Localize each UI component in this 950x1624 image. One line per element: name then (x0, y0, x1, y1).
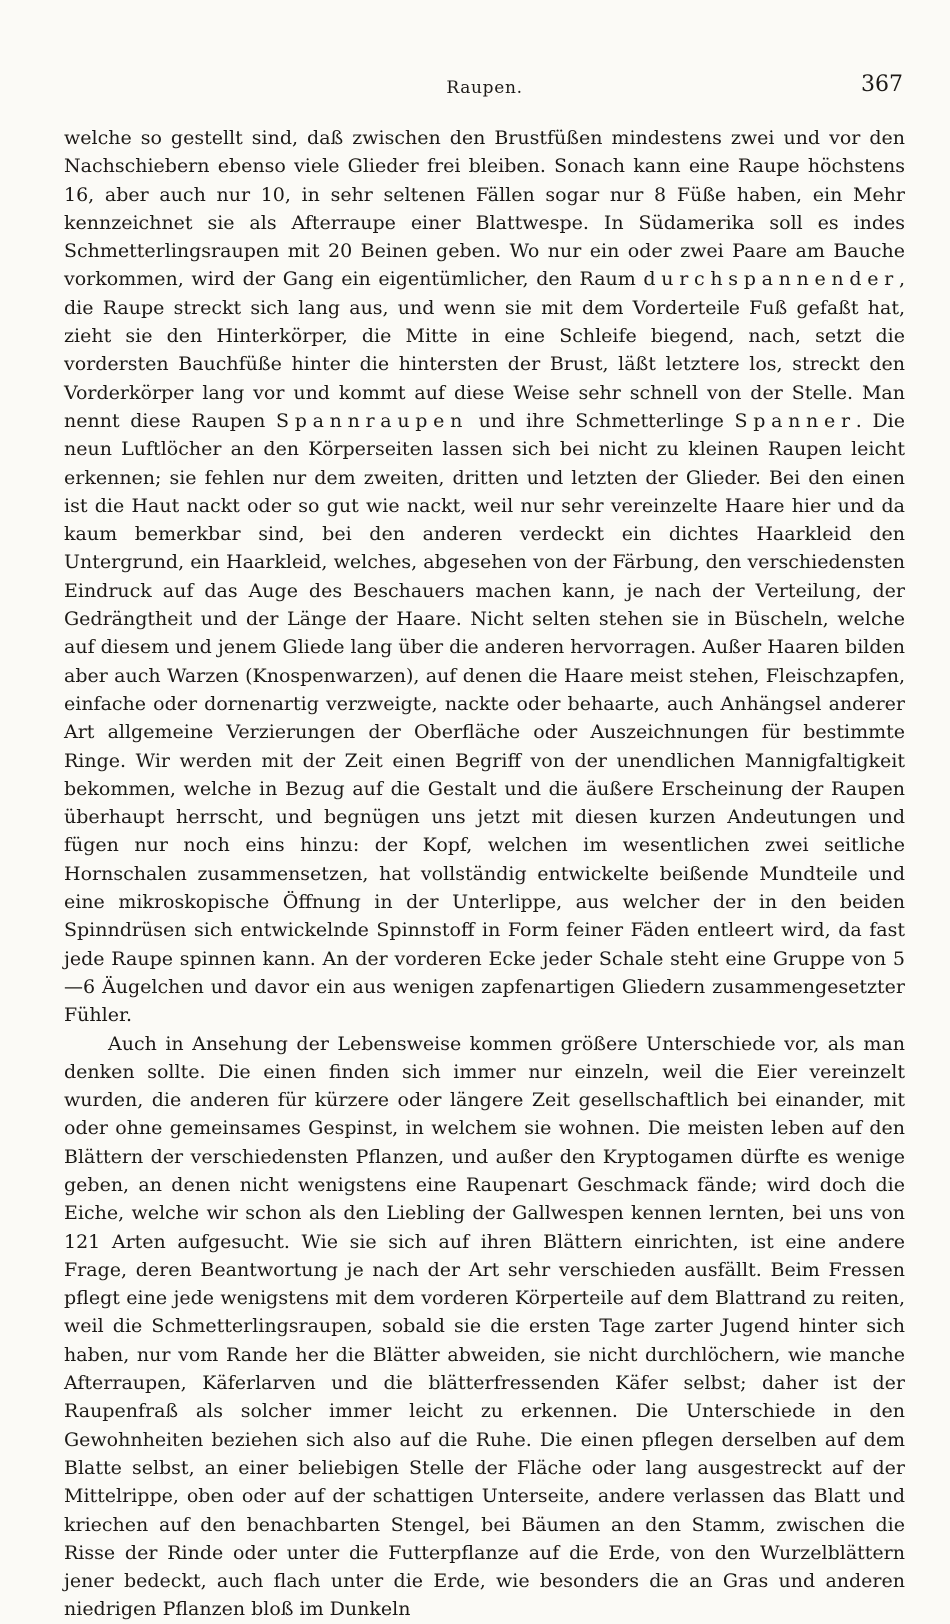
text-block (64, 124, 905, 1624)
emphasized-term: Spannraupen (276, 409, 469, 432)
running-title: Raupen. (446, 78, 523, 98)
emphasized-term: Spanner (734, 409, 856, 432)
text-run: Auch in Ansehung der Lebensweise kommen größere Unterschiede vor, als man denken sollte. Die einen finden sich immer nur einzeln, weil die Eier vereinzelt wurden, die anderen für kürzere oder längere Zeit gesellschaftlich bei einander, mit oder ohne gemeinsames Gespinst, in welchem sie wohnen. Die meisten leben auf den Blättern der verschiedensten Pflanzen, und außer den Kryptogamen dürfte es wenige geben, an denen nicht wenigstens eine Raupenart Geschmack fände; wird doch die Eiche, welche wir schon als den Liebling der Gallwespen kennen lernten, bei uns von 121 Arten aufgesucht. Wie sie sich auf ihren Blättern einrichten, ist eine andere Frage, deren Beantwortung je nach der Art sehr verschieden ausfällt. Beim Fressen pflegt eine jede wenigstens mit dem vorderen Körperteile auf dem Blattrand zu reiten, weil die Schmetterlingsraupen, sobald sie die ersten Tage zarter Jugend hinter sich haben, nur vom Rande her die Blätter abweiden, sie nicht durchlöchern, wie manche Afterraupen, Käferlarven und die blätterfressenden Käfer selbst; daher ist der Raupenfraß als solcher immer leicht zu erkennen. Die Unterschiede in den Gewohnheiten beziehen sich also auf die Ruhe. Die einen pflegen derselben auf dem Blatte selbst, an einer beliebigen Stelle der Fläche oder lang ausgestreckt auf der Mittelrippe, oben oder auf der schattigen Unterseite, andere verlassen das Blatt und kriechen auf den benachbarten Stengel, bei Bäumen an den Stamm, zwischen die Risse der Rinde oder unter die Futterpflanze auf die Erde, von den Wurzelblättern jener bedeckt, auch flach unter die Erde, wie besonders die an Gras und anderen niedrigen Pflanzen bloß im Dunkeln (64, 1032, 905, 1621)
text-run: und ihre Schmetterlinge (468, 409, 735, 432)
paragraph (64, 124, 905, 1030)
page-number: 367 (861, 72, 903, 97)
text-run: . Die neun Luftlöcher an den Körperseiten lassen sich bei nicht zu kleinen Raupen leicht erkennen; sie fehlen nur dem zweiten, dritten und letzten der Glieder. Bei den einen ist die Haut nackt oder so gut wie nackt, weil nur sehr vereinzelte Haare hier und da kaum bemerkbar sind, bei den anderen verdeckt ein dichtes Haarkleid den Untergrund, ein Haarkleid, welches, abgesehen von der Färbung, den verschiedensten Eindruck auf das Auge des Beschauers machen kann, je nach der Verteilung, der Gedrängtheit und der Länge der Haare. Nicht selten stehen sie in Büscheln, welche auf diesem und jenem Gliede lang über die anderen hervorragen. Außer Haaren bilden aber auch Warzen (Knospenwarzen), auf denen die Haare meist stehen, Fleischzapfen, einfache oder dornenartig verzweigte, nackte oder behaarte, auch Anhängsel anderer Art allgemeine Verzierungen der Oberfläche oder Auszeichnungen für bestimmte Ringe. Wir werden mit der Zeit einen Begriff von der unendlichen Mannigfaltigkeit bekommen, welche in Bezug auf die Gestalt und die äußere Erscheinung der Raupen überhaupt herrscht, und begnügen uns jetzt mit diesen kurzen Andeutungen und fügen nur noch eins hinzu: der Kopf, welchen im wesentlichen zwei seitliche Hornschalen zusammensetzen, hat vollständig entwickelte beißende Mundteile und eine mikroskopische Öffnung in der Unterlippe, aus welcher der in den beiden Spinndrüsen sich entwickelnde Spinnstoff in Form feiner Fäden entleert wird, da fast jede Raupe spinnen kann. An der vorderen Ecke jeder Schale steht eine Gruppe von 5—6 Äugelchen und davor ein aus wenigen zapfenartigen Gliedern zusammengesetzter Fühler. (64, 409, 906, 1027)
page-header (64, 72, 905, 106)
text-run: welche so gestellt sind, daß zwischen den Brustfüßen mindestens zwei und vor den Nachschiebern ebenso viele Glieder frei bleiben. Sonach kann eine Raupe höchstens 16, aber auch nur 10, in sehr seltenen Fällen sogar nur 8 Füße haben, ein Mehr kennzeichnet sie als Afterraupe einer Blattwespe. In Südamerika soll es indes Schmetterlingsraupen mit 20 Beinen geben. Wo nur ein oder zwei Paare am Bauche vorkommen, wird der Gang ein eigentümlicher, den Raum (64, 127, 905, 291)
emphasized-term: durchspannender (643, 268, 899, 291)
text-run: , die Raupe streckt sich lang aus, und wenn sie mit dem Vorderteile Fuß gefaßt hat, zieht sie den Hinterkörper, die Mitte in eine Schleife biegend, nach, setzt die vordersten Bauchfüße hinter die hintersten der Brust, läßt letztere los, streckt den Vorderkörper lang vor und kommt auf diese Weise sehr schnell von der Stelle. Man nennt diese Raupen (64, 268, 905, 432)
paragraph (64, 1030, 905, 1624)
